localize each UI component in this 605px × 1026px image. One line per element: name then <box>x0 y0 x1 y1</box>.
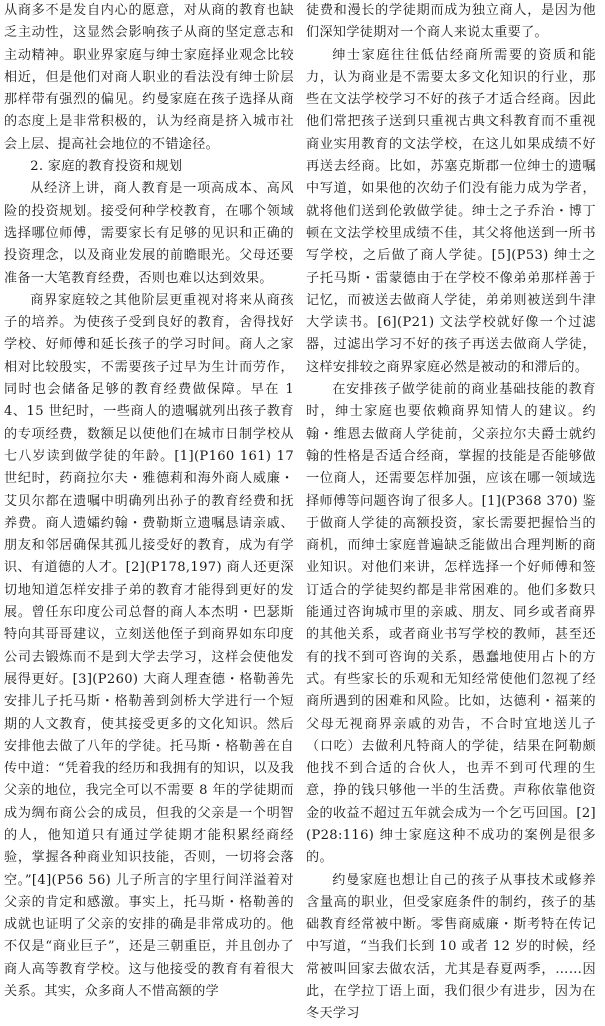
section-heading: 2. 家庭的教育投资和规划 <box>30 159 183 175</box>
paragraph-right-2: 绅士家庭往往低估经商所需要的资质和能力，认为商业是不需要太多文化知识的行业，那些在文法学校学习不好的孩子才适合经商。因此他们常把孩子送到只重视古典文科教育而不重视商业实用教育的文法学校，在这儿如果成绩不好再送去经商。比如，苏塞克斯郡一位绅士的遗嘱中写道，如果他的次幼子们没有能力成为学者，就将他们送到伦敦做学徒。绅士之子乔治・博丁顿在文法学校里成绩不佳，其父将他送到一所书写学校，之后做了商人学徒。[5](P53) 绅士之子托马斯・雷蒙德由于在学校不像弟弟那样善于记忆，而被送去做商人学徒，弟弟则被送到牛津大学读书。[6](P21) 文法学校就好像一个过滤器，过滤出学习不好的孩子再送去做商人学徒，这样安排较之商界家庭必然是被动的和滞后的。 <box>306 47 596 375</box>
right-column <box>306 0 596 1022</box>
paragraph-right-3: 在安排孩子做学徒前的商业基础技能的教育时，绅士家庭也要依赖商界知情人的建议。约翰・维恩去做商人学徒前，父亲拉尔夫爵士就约翰的性格是否适合经商，掌握的技能是否能够做一位商人，还需要怎样加强，应该在哪一领域选择师傅等问题咨询了很多人。[1](P368 370) 鉴于做商人学徒的高额投资，家长需要把握恰当的商机，而绅士家庭普遍缺乏能做出合理判断的商业知识。对他们来讲，怎样选择一个好师傅和签订适合的学徒契约都是非常困难的。他们多数只能通过咨询城市里的亲戚、朋友、同乡或者商界的其他关系，或者商业书写学校的教师，甚至还有的找不到可咨询的关系，愚蠢地使用占卜的方式。有些家长的乐观和无知经常使他们忽视了经商所遇到的困难和风险。比如，达德利・福莱的父母无视商界亲戚的劝告，不合时宜地送儿子（口吃）去做利凡特商人的学徒，结果在阿勒颇他找不到合适的合伙人，也弄不到可代理的生意，挣的钱只够他一半的生活费。声称依靠他资金的收益不超过五年就会成为一个乞丐回国。[2](P28:116) 绅士家庭这种不成功的案例是很多的。 <box>306 382 596 866</box>
paragraph-right-4: 约曼家庭也想让自己的孩子从事技术或修养含量高的职业，但受家庭条件的制约，孩子的基础教育经常被中断。零售商威廉・斯考特在传记中写道，“当我们长到 10 或者 12 岁的时候，经常被叫回家去做农活，尤其是春夏两季，……因此，在学拉丁语上面，我们很少有进步，因为在冬天学习 <box>306 872 596 1022</box>
paragraph-left-2: 从经济上讲，商人教育是一项高成本、高风险的投资规划。接受何种学校教育，在哪个领域选择哪位师傅，需要家长有足够的见识和正确的投资理念，以及商业发展的前瞻眼光。父母还要准备一大笔教育经费，否则也难以达到效果。 <box>4 181 294 286</box>
left-column <box>4 0 294 1000</box>
paragraph-right-1: 徒费和漫长的学徒期而成为独立商人，是因为他们深知学徒期对一个商人来说太重要了。 <box>306 3 596 41</box>
paragraph-left-3: 商界家庭较之其他阶层更重视对将来从商孩子的培养。为使孩子受到良好的教育，舍得找好学校、好师傅和延长孩子的学习时间。商人之家相对比较殷实，不需要孩子过早为生计而劳作，同时也会储备足够的教育经费做保障。早在 14、15 世纪时，一些商人的遗嘱就列出孩子教育的专项经费，数额足以使他们在城市日制学校从七八岁读到做学徒的年龄。[1](P160 161) 17 世纪时，药商拉尔夫・雅德莉和海外商人威廉・艾贝尔都在遗嘱中明确列出孙子的教育经费和抚养费。商人遗孀约翰・费勒斯立遗嘱恳请亲戚、朋友和邻居确保其孤儿接受好的教育，成为有学识、有道德的人才。[2](P178,197) 商人还更深切地知道怎样安排子弟的教育才能得到更好的发展。曾任东印度公司总督的商人本杰明・巴瑟斯特向其哥哥建议，立刻送他侄子到商界如东印度公司去锻炼而不是到大学去学习，这样会使他发展得更好。[3](P260) 大商人理查德・格勒善先安排儿子托马斯・格勒善到剑桥大学进行一个短期的人文教育，使其接受更多的文化知识。然后安排他去做了八年的学徒。托马斯・格勒善在自传中道：“凭着我的经历和我拥有的知识，以及我父亲的地位，我完全可以不需要 8 年的学徒期而成为绸布商公会的成员，但我的父亲是一个明智的人，他知道只有通过学徒期才能积累经商经验，掌握各种商业知识技能，否则，一切将会落空。”[4](P56 56) 儿子所言的字里行间洋溢着对父亲的肯定和感激。事实上，托马斯・格勒善的成就也证明了父亲的安排的确是非常成功的。他不仅是“商业巨子”，还是三朝重臣，并且创办了商人高等教育学校。这与他接受的教育有着很大关系。其实，众多商人不惜高额的学 <box>4 292 294 1000</box>
paragraph-left-1: 从商多不是发自内心的愿意，对从商的教育也缺乏主动性，这显然会影响孩子从商的坚定意志和主动精神。职业界家庭与绅士家庭择业观念比较相近，但是他们对商人职业的看法没有绅士阶层那样带有强烈的偏见。约曼家庭在孩子选择从商的态度上是非常积极的，认为经商是挤入城市社会上层、提高社会地位的不错途径。 <box>4 3 294 152</box>
